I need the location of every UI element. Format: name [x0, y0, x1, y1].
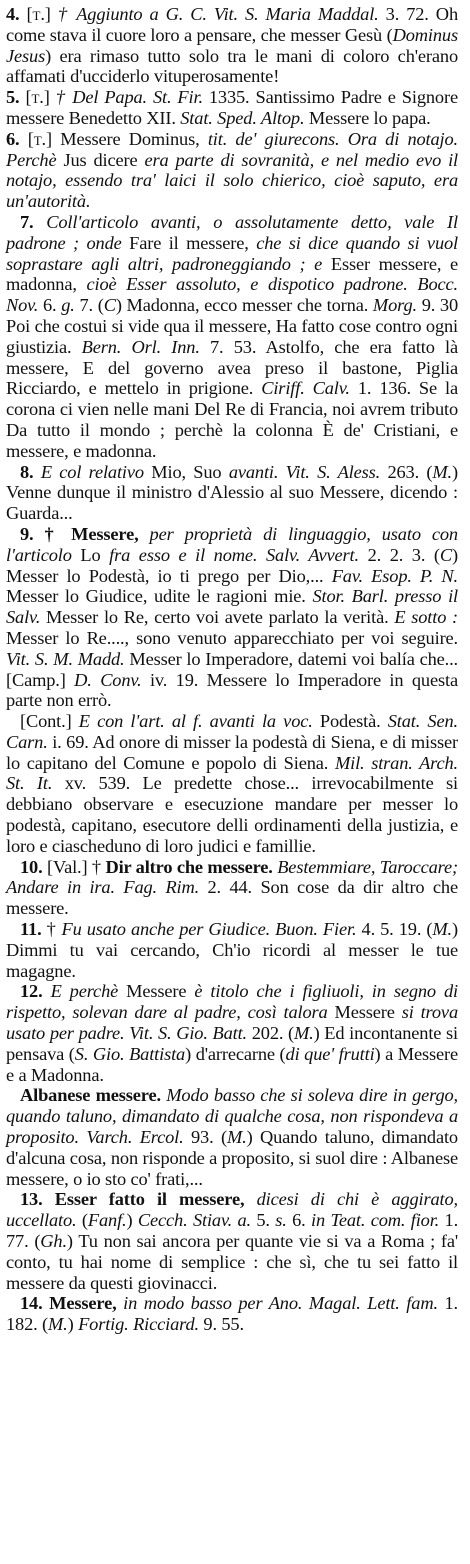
dictionary-page	[6, 4, 458, 1335]
entry-text: era parte di sovranità, e nel medio evo il notajo, essendo tra' laici il solo chierico, cioè saputo, era un'autorità.	[6, 149, 458, 212]
entry-text: i. 69. Ad onore di misser la podestà di Siena, e di misser lo capitano del Comune e popolo di Siena.	[6, 731, 458, 773]
entry-number: 5.	[6, 87, 20, 108]
entry-text: ) Tu non sai ancora per quante vie si va a Roma ; fa' conto, tu hai nome di semplice : che sì, che tu sei fatto il messere da questi giovinacci.	[6, 1231, 458, 1293]
entry-text: ]	[44, 4, 58, 24]
entry-text: g.	[61, 295, 75, 316]
entry-text: [	[19, 128, 34, 149]
entry-text	[34, 524, 45, 544]
entry-text: ]	[43, 87, 56, 108]
entry-text	[43, 981, 51, 1001]
entry-text: in modo basso per Ano. Magal. Lett. fam.	[123, 1293, 438, 1314]
entry-text: )	[67, 1314, 79, 1335]
entry-number: 4.	[6, 4, 20, 24]
entry-albanese	[6, 1085, 458, 1189]
entry-text: s.	[275, 1210, 287, 1231]
entry-text: [Cont.]	[20, 711, 79, 732]
entry-text: 1. 77. (	[6, 1210, 459, 1252]
entry-text: Coll'articolo avanti, o assolutamente detto, vale Il padrone ; onde	[6, 211, 458, 253]
entry-text: E sotto :	[394, 607, 458, 628]
entry-text: 6.	[286, 1210, 312, 1231]
entry-text: tit. de' giurecons. Ora di notajo. Perchè	[6, 128, 458, 170]
entry-text: 7. (	[74, 295, 104, 316]
entry-text: Stat. Sen. Carn.	[6, 711, 458, 752]
entry-text: Cecch. Stiav. a.	[137, 1210, 251, 1231]
entry-text: Podestà.	[312, 711, 388, 732]
entry-text: Mil. stran. Arch. St. It.	[6, 752, 458, 794]
entry-text: 6.	[38, 295, 62, 316]
entry-text: Morg.	[372, 295, 417, 316]
entry-text: (	[76, 1210, 88, 1231]
entry-text: si trova usato per padre. Vit. S. Gio. Batt.	[6, 1002, 458, 1044]
headword: Dir altro che messere.	[105, 856, 273, 877]
entry-text: 3. 72. Oh come stava il cuore loro a pensare, che messer Gesù (	[6, 4, 458, 45]
entry-text: fra esso e il nome. Salv. Avvert.	[109, 544, 359, 565]
entry-text: Messere lo papa.	[304, 107, 431, 128]
entry-text: 1. 182. (	[6, 1293, 459, 1335]
entry-number: 7.	[20, 211, 34, 232]
entry-text: M.	[432, 919, 452, 940]
headword: Messere,	[49, 1293, 117, 1314]
entry-number: 10.	[20, 856, 43, 877]
entry-text: ) Venne dunque il ministro d'Alessio al suo Messere, dicendo : Guarda...	[6, 461, 458, 524]
entry-text: ] Messere Dominus,	[46, 128, 208, 149]
entry-text: †	[41, 919, 62, 940]
entry-text: C	[439, 544, 453, 565]
entry-text: Bern. Orl. Inn.	[81, 336, 200, 357]
entry-text: 263. (	[380, 461, 433, 482]
entry-text: Fanf.	[87, 1210, 127, 1231]
entry-text: Fortig. Ricciard.	[78, 1314, 199, 1335]
headword: Esser fatto il messere,	[54, 1189, 245, 1210]
entry-text: Lo	[71, 544, 110, 565]
entry-text: † Aggiunto a G. C. Vit. S. Maria Maddal.	[57, 4, 379, 24]
entry-14	[6, 1293, 458, 1335]
entry-text: Modo basso che si soleva dire in gergo, quando taluno, dimandato di qualche cosa, non rispondeva a proposito. Varch. Ercol.	[6, 1085, 458, 1148]
entry-text: dicesi di chi è aggirato, uccellato.	[6, 1189, 458, 1231]
entry-text: C	[103, 295, 116, 316]
entry-text: )	[126, 1210, 138, 1231]
entry-number: 9.	[20, 523, 34, 544]
entry-text: t.	[32, 4, 45, 24]
entry-text: M.	[48, 1314, 68, 1335]
entry-text: S. Gio. Battista	[74, 1043, 186, 1064]
entry-text: 93. (	[183, 1127, 227, 1148]
entry-text: Messer lo Re, certo voi avete parlato la verità.	[40, 607, 395, 628]
entry-text: Messere	[327, 1002, 402, 1023]
entry-7	[6, 212, 458, 462]
entry-text: Stat. Sped. Altop.	[180, 107, 305, 128]
entry-9	[6, 524, 458, 711]
entry-text: ) era rimaso tutto solo tra le mani di coloro ch'erano affamati d'ucciderlo vituperosamente!	[6, 45, 458, 87]
entry-text: ) Madonna, ecco messer che torna.	[115, 295, 373, 316]
entry-text: E perchè	[50, 981, 119, 1002]
entry-text	[244, 1189, 256, 1209]
entry-text: che si dice quando si vuol soprastare agli altri, padroneggiando ; e	[6, 232, 458, 274]
headword: Albanese messere.	[20, 1085, 161, 1106]
entry-text: Fav. Esop. P. N.	[331, 565, 458, 586]
entry-number: 14.	[20, 1293, 43, 1314]
entry-text: [	[19, 87, 32, 108]
entry-text: M.	[226, 1127, 247, 1148]
entry-text	[43, 1189, 55, 1209]
entry-text: in Teat. com. fior.	[311, 1210, 440, 1231]
entry-number: 8.	[20, 461, 34, 482]
entry-text: 4. 5. 19. (	[356, 919, 433, 940]
entry-text: t.	[33, 128, 46, 149]
entry-text: ) Messer lo Podestà, io ti prego per Dio,...	[6, 544, 459, 586]
entry-text: E con l'art. al f. avanti la voc.	[78, 711, 313, 732]
entry-text: Messer lo Imperadore, datemi voi balía che... [Camp.]	[6, 648, 458, 690]
entry-text: Gh.	[40, 1231, 67, 1252]
entry-text: cioè Esser assoluto, e dispotico padrone. Bocc. Nov.	[6, 274, 458, 316]
entry-text: Jus dicere	[56, 149, 145, 170]
entry-text: Messer lo Re...., sono venuto apparecchiato per voi seguire.	[6, 627, 458, 648]
entry-text: 9. 30 Poi che costui si vide qua il messere, Ha fatto cose contro ogni giustizia.	[6, 295, 459, 357]
entry-4	[6, 4, 458, 87]
entry-text: è titolo che i figliuoli, in segno di rispetto, solevan dare al padre, così talora	[6, 981, 459, 1023]
entry-text: ) d'arrecarne (	[185, 1043, 286, 1064]
entry-text: avanti. Vit. S. Aless.	[228, 461, 381, 482]
entry-text: Fare il messere,	[121, 232, 257, 253]
entry-text: ) Quando taluno, dimandato d'alcuna cosa, non risponde a proposito, si suol dire : Albanese messere, o io sto co' frati,...	[6, 1127, 458, 1189]
entry-9b	[6, 711, 458, 857]
entry-text: 202. (	[247, 1023, 294, 1044]
entry-number: 13.	[20, 1189, 43, 1210]
entry-10	[6, 857, 458, 919]
entry-text: 2. 44. Son cose da dir altro che messere.	[6, 877, 458, 919]
entry-text: Stor. Barl. presso il Salv.	[6, 586, 458, 628]
entry-text: 7. 53. Astolfo, che era fatto là messere, E del governo avea preso il bastone, Piglia Ricciardo, e mettelo in prigione.	[6, 336, 458, 399]
entry-12	[6, 981, 458, 1085]
entry-text: per proprietà di linguaggio, usato con l'articolo	[6, 523, 458, 565]
entry-text: Vit. S. M. Madd.	[6, 648, 125, 669]
entry-text: 9. 55.	[198, 1314, 244, 1335]
entry-text: ) Ed incontanente si pensava (	[6, 1023, 458, 1064]
entry-text: Bestemmiare, Taroccare; Andare in ira. Fag. Rim.	[6, 856, 458, 898]
entry-text: Dominus Jesus	[6, 24, 458, 66]
entry-text: 1335. Santissimo Padre e Signore messere Benedetto XII.	[6, 87, 458, 128]
entry-text	[34, 462, 41, 482]
entry-text: di que' frutti	[285, 1043, 375, 1064]
entry-number: 6.	[6, 128, 20, 149]
entry-text	[139, 524, 150, 544]
entry-text: 5.	[250, 1210, 276, 1231]
entry-text: ) Dimmi tu vai cercando, Ch'io ricordi al messer le tue magagne.	[6, 919, 458, 981]
entry-number: 12.	[20, 981, 43, 1002]
entry-6	[6, 129, 458, 212]
entry-text: M.	[294, 1023, 314, 1044]
entry-11	[6, 919, 458, 981]
entry-text: [	[19, 4, 33, 24]
entry-text: D. Conv.	[74, 669, 142, 690]
entry-text: [Val.] †	[42, 856, 106, 877]
entry-text: Fu usato anche per Giudice. Buon. Fier.	[61, 919, 357, 940]
entry-number: 11.	[20, 919, 42, 940]
entry-text: ) a Messere e a Madonna.	[6, 1043, 458, 1085]
entry-text: iv. 19. Messere lo Imperadore in questa parte non errò.	[6, 669, 458, 711]
entry-text: M.	[432, 461, 452, 482]
entry-text: Ciriff. Calv.	[261, 378, 350, 399]
entry-text: t.	[31, 87, 44, 108]
entry-text: Messer lo Giudice, udite le ragioni mie.	[6, 586, 313, 607]
entry-text: Esser messere, e madonna,	[6, 253, 458, 295]
entry-5	[6, 87, 458, 129]
entry-13	[6, 1189, 458, 1293]
entry-text: † Del Papa. St. Fir.	[55, 87, 203, 108]
headword: † Messere,	[44, 523, 139, 544]
entry-text: xv. 539. Le predette chose... irrevocabilmente si debbiano observare e esecuzione mandare per messer lo podestà, capitano, esecutore delli ordinamenti della justizia, e loro e ciascheduno di loro judici e famillie.	[6, 773, 458, 856]
entry-text: Messere	[118, 981, 195, 1002]
entry-text: 1. 136. Se la corona ci vien nelle mani Del Re di Francia, noi avrem tributo Da tutto il mondo ; perchè la colonna È de' Cristiani, e messere, e madonna.	[6, 378, 458, 461]
entry-text: Mio, Suo	[143, 461, 229, 482]
entry-8	[6, 462, 458, 524]
entry-text: 2. 2. 3. (	[358, 544, 440, 565]
entry-text: E col relativo	[40, 461, 144, 482]
entry-text	[34, 212, 47, 232]
